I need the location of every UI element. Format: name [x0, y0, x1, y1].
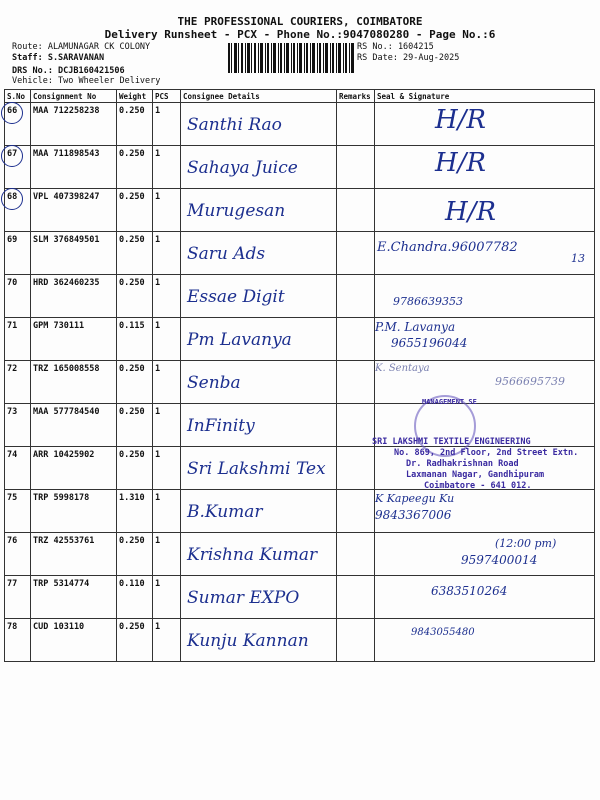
drs-number: DRS No.: DCJB160421506	[12, 66, 125, 76]
cell-consignment-text: TRP 5314774	[33, 579, 90, 589]
col-weight: Weight	[117, 90, 153, 103]
cell-seal-signature	[375, 146, 595, 189]
cell-sno-text: 77	[7, 579, 18, 589]
signature: K Kapeegu Ku	[375, 492, 455, 505]
cell-consignee	[181, 533, 337, 576]
cell-sno-text: 68	[7, 192, 18, 202]
cell-pcs	[153, 361, 181, 404]
col-sno: S.No	[5, 90, 31, 103]
cell-weight	[117, 146, 153, 189]
runsheet-table	[4, 89, 595, 662]
rs-date: RS Date: 29-Aug-2025	[357, 53, 460, 63]
cell-weight	[117, 404, 153, 447]
cell-consignment-text: TRZ 165008558	[33, 364, 100, 374]
signature: H/R	[445, 197, 497, 227]
cell-sno-text: 72	[7, 364, 18, 374]
cell-sno	[5, 490, 31, 533]
cell-weight	[117, 275, 153, 318]
circle-mark	[1, 102, 23, 124]
consignee-handwriting: Murugesan	[187, 201, 286, 221]
cell-seal-signature	[375, 232, 595, 275]
cell-remarks	[337, 490, 375, 533]
consignee-handwriting: Kunju Kannan	[187, 631, 309, 651]
signature-phone: 13	[571, 252, 585, 265]
cell-consignee	[181, 146, 337, 189]
cell-consignment-text: MAA 712258238	[33, 106, 100, 116]
cell-remarks	[337, 146, 375, 189]
company-title: THE PROFESSIONAL COURIERS, COIMBATORE	[177, 15, 423, 28]
cell-sno	[5, 189, 31, 232]
cell-pcs	[153, 619, 181, 662]
cell-weight-text: 0.250	[119, 622, 145, 632]
cell-consignment	[31, 447, 117, 490]
cell-consignee	[181, 490, 337, 533]
table-row	[5, 189, 595, 232]
stamp-ring-text: MANAGEMENT SE	[422, 398, 477, 406]
cell-sno	[5, 146, 31, 189]
cell-sno-text: 66	[7, 106, 18, 116]
consignee-handwriting: Essae Digit	[187, 287, 285, 307]
circle-mark	[1, 145, 23, 167]
cell-remarks	[337, 404, 375, 447]
cell-consignment	[31, 533, 117, 576]
consignee-handwriting: Pm Lavanya	[187, 330, 292, 350]
cell-pcs-text: 1	[155, 407, 161, 417]
cell-pcs	[153, 490, 181, 533]
cell-sno-text: 75	[7, 493, 18, 503]
cell-weight	[117, 361, 153, 404]
vehicle: Vehicle: Two Wheeler Delivery	[12, 76, 161, 86]
cell-consignment-text: HRD 362460235	[33, 278, 100, 288]
cell-consignee	[181, 232, 337, 275]
cell-consignee	[181, 447, 337, 490]
cell-pcs-text: 1	[155, 192, 161, 202]
cell-pcs-text: 1	[155, 493, 161, 503]
cell-sno	[5, 318, 31, 361]
cell-consignee	[181, 275, 337, 318]
cell-remarks	[337, 318, 375, 361]
cell-consignment	[31, 189, 117, 232]
cell-pcs	[153, 576, 181, 619]
rs-number: RS No.: 1604215	[357, 42, 434, 52]
cell-weight	[117, 103, 153, 146]
cell-pcs-text: 1	[155, 149, 161, 159]
cell-weight-text: 0.115	[119, 321, 145, 331]
consignee-handwriting: Krishna Kumar	[187, 545, 318, 565]
cell-pcs	[153, 232, 181, 275]
cell-sno-text: 70	[7, 278, 18, 288]
signature: K. Sentaya	[375, 363, 430, 374]
cell-pcs	[153, 103, 181, 146]
consignee-handwriting: Santhi Rao	[187, 115, 282, 135]
cell-weight-text: 0.250	[119, 192, 145, 202]
table-row	[5, 490, 595, 533]
table-row	[5, 576, 595, 619]
consignee-handwriting: Senba	[187, 373, 241, 393]
signature: E.Chandra.96007782	[377, 240, 518, 255]
cell-pcs-text: 1	[155, 321, 161, 331]
consignee-handwriting: Sahaya Juice	[187, 158, 298, 178]
cell-pcs	[153, 447, 181, 490]
cell-weight-text: 0.250	[119, 450, 145, 460]
cell-pcs-text: 1	[155, 106, 161, 116]
cell-sno-text: 69	[7, 235, 18, 245]
cell-consignment	[31, 232, 117, 275]
cell-weight-text: 0.250	[119, 235, 145, 245]
cell-sno-text: 71	[7, 321, 18, 331]
stamp-line: Coimbatore - 641 012.	[424, 481, 532, 491]
cell-consignment-text: TRP 5998178	[33, 493, 90, 503]
company-stamp	[372, 395, 579, 491]
table-header	[5, 90, 595, 103]
cell-sno-text: 73	[7, 407, 18, 417]
cell-seal-signature	[375, 533, 595, 576]
cell-consignment	[31, 576, 117, 619]
cell-seal-signature	[375, 103, 595, 146]
cell-remarks	[337, 576, 375, 619]
cell-consignee	[181, 404, 337, 447]
staff: Staff: S.SARAVANAN	[12, 53, 105, 63]
consignee-handwriting: Sumar EXPO	[187, 588, 300, 608]
cell-remarks	[337, 275, 375, 318]
signature: P.M. Lavanya	[375, 320, 456, 334]
cell-remarks	[337, 619, 375, 662]
cell-consignee	[181, 619, 337, 662]
cell-pcs	[153, 146, 181, 189]
cell-sno	[5, 447, 31, 490]
cell-sno-text: 67	[7, 149, 18, 159]
cell-pcs	[153, 189, 181, 232]
cell-sno	[5, 619, 31, 662]
cell-consignment	[31, 103, 117, 146]
cell-consignment-text: MAA 577784540	[33, 407, 100, 417]
col-consignee: Consignee Details	[181, 90, 337, 103]
cell-consignment	[31, 275, 117, 318]
cell-remarks	[337, 189, 375, 232]
cell-remarks	[337, 232, 375, 275]
cell-consignment	[31, 361, 117, 404]
cell-consignee	[181, 103, 337, 146]
cell-sno	[5, 232, 31, 275]
col-remarks: Remarks	[337, 90, 375, 103]
cell-remarks	[337, 447, 375, 490]
cell-sno-text: 78	[7, 622, 18, 632]
cell-remarks	[337, 533, 375, 576]
cell-pcs-text: 1	[155, 622, 161, 632]
cell-consignment	[31, 146, 117, 189]
cell-sno	[5, 576, 31, 619]
cell-consignee	[181, 189, 337, 232]
cell-consignee	[181, 576, 337, 619]
cell-weight-text: 0.250	[119, 536, 145, 546]
consignee-handwriting: B.Kumar	[187, 502, 263, 522]
stamp-line: SRI LAKSHMI TEXTILE ENGINEERING	[372, 437, 531, 447]
cell-weight	[117, 490, 153, 533]
stamp-line: No. 869, 2nd Floor, 2nd Street Extn.	[394, 448, 579, 458]
cell-pcs	[153, 275, 181, 318]
cell-weight	[117, 232, 153, 275]
cell-consignment	[31, 318, 117, 361]
signature: 9786639353	[393, 295, 463, 308]
cell-consignment	[31, 490, 117, 533]
cell-sno	[5, 533, 31, 576]
cell-weight	[117, 447, 153, 490]
col-pcs: PCS	[153, 90, 181, 103]
table-row	[5, 275, 595, 318]
stamp-line: Dr. Radhakrishnan Road	[406, 459, 519, 469]
cell-weight-text: 1.310	[119, 493, 145, 503]
table-row	[5, 533, 595, 576]
cell-consignment-text: CUD 103110	[33, 622, 85, 632]
cell-remarks	[337, 103, 375, 146]
table-row	[5, 232, 595, 275]
cell-seal-signature	[375, 318, 595, 361]
cell-consignee	[181, 318, 337, 361]
consignee-handwriting: InFinity	[187, 416, 255, 436]
cell-pcs	[153, 533, 181, 576]
cell-weight-text: 0.110	[119, 579, 145, 589]
cell-sno	[5, 404, 31, 447]
cell-pcs-text: 1	[155, 536, 161, 546]
cell-seal-signature	[375, 619, 595, 662]
cell-weight-text: 0.250	[119, 106, 145, 116]
signature-phone: 9843367006	[375, 508, 452, 522]
cell-consignee	[181, 361, 337, 404]
cell-weight	[117, 619, 153, 662]
circle-mark	[1, 188, 23, 210]
cell-pcs-text: 1	[155, 579, 161, 589]
signature: H/R	[435, 148, 487, 178]
cell-pcs-text: 1	[155, 235, 161, 245]
table-row	[5, 318, 595, 361]
cell-consignment-text: VPL 407398247	[33, 192, 100, 202]
stamp-line: Laxmanan Nagar, Gandhipuram	[406, 470, 545, 480]
cell-weight-text: 0.250	[119, 364, 145, 374]
cell-sno	[5, 103, 31, 146]
cell-consignment	[31, 619, 117, 662]
signature: (12:00 pm)	[495, 537, 557, 550]
cell-weight-text: 0.250	[119, 407, 145, 417]
signature: H/R	[435, 105, 487, 135]
col-consignment: Consignment No	[31, 90, 117, 103]
signature: 9843055480	[411, 627, 475, 638]
cell-consignment-text: SLM 376849501	[33, 235, 100, 245]
cell-pcs-text: 1	[155, 364, 161, 374]
cell-consignment-text: TRZ 42553761	[33, 536, 95, 546]
cell-remarks	[337, 361, 375, 404]
cell-consignment	[31, 404, 117, 447]
signature-phone: 9655196044	[391, 336, 468, 350]
signature: 6383510264	[431, 584, 508, 598]
cell-weight	[117, 318, 153, 361]
cell-weight-text: 0.250	[119, 149, 145, 159]
cell-sno-text: 74	[7, 450, 18, 460]
cell-sno	[5, 361, 31, 404]
table-row	[5, 103, 595, 146]
consignee-handwriting: Saru Ads	[187, 244, 266, 264]
cell-weight	[117, 576, 153, 619]
signature-phone: 9566695739	[495, 375, 565, 388]
cell-consignment-text: ARR 10425902	[33, 450, 95, 460]
route: Route: ALAMUNAGAR CK COLONY	[12, 42, 151, 52]
cell-pcs	[153, 318, 181, 361]
cell-seal-signature	[375, 576, 595, 619]
cell-pcs	[153, 404, 181, 447]
cell-weight-text: 0.250	[119, 278, 145, 288]
cell-seal-signature	[375, 490, 595, 533]
consignee-handwriting: Sri Lakshmi Tex	[187, 459, 326, 479]
cell-weight	[117, 533, 153, 576]
cell-weight	[117, 189, 153, 232]
col-seal: Seal & Signature	[375, 90, 595, 103]
table-row	[5, 146, 595, 189]
barcode	[228, 43, 354, 73]
cell-pcs-text: 1	[155, 278, 161, 288]
table-row	[5, 619, 595, 662]
cell-sno-text: 76	[7, 536, 18, 546]
cell-consignment-text: MAA 711898543	[33, 149, 100, 159]
cell-sno	[5, 275, 31, 318]
cell-seal-signature	[375, 189, 595, 232]
signature-phone: 9597400014	[461, 553, 538, 567]
cell-pcs-text: 1	[155, 450, 161, 460]
cell-seal-signature	[375, 275, 595, 318]
cell-consignment-text: GPM 730111	[33, 321, 85, 331]
runsheet-subtitle: Delivery Runsheet - PCX - Phone No.:9047080280 - Page No.:6	[104, 28, 496, 41]
